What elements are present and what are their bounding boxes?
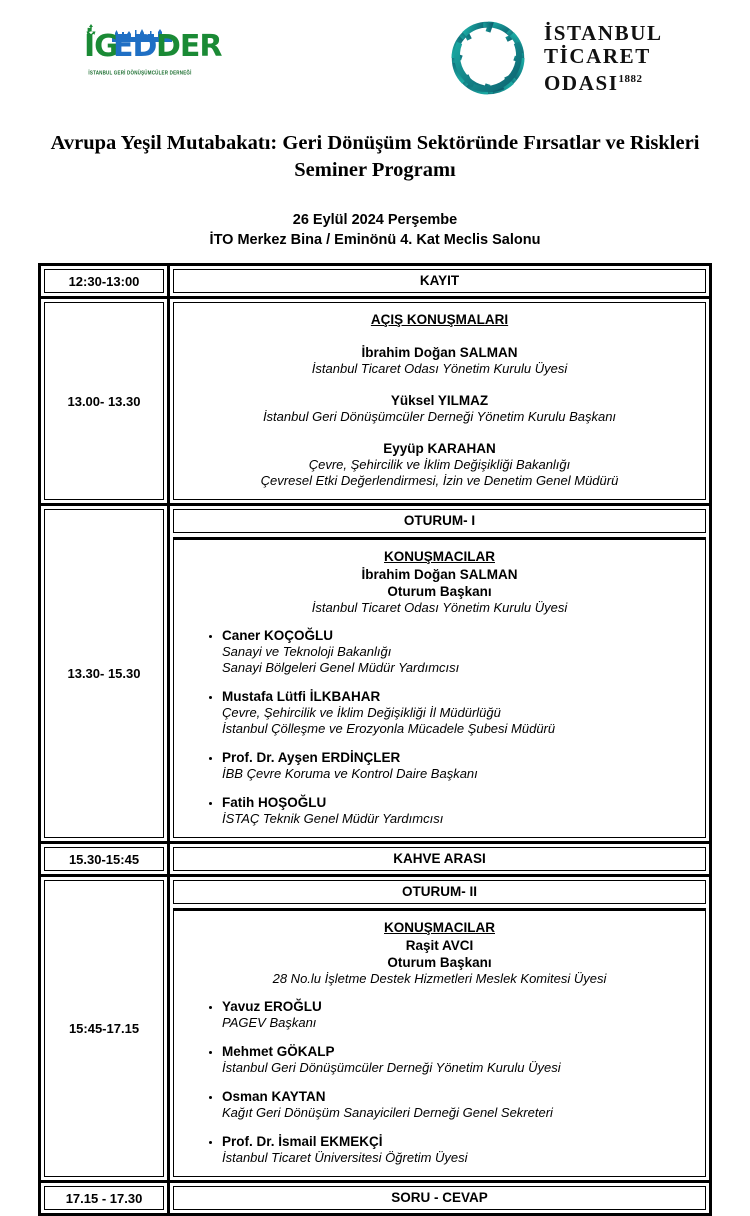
speaker-name: Eyyüp KARAHAN bbox=[383, 441, 496, 456]
speaker-name: • Mustafa Lütfi İLKBAHAR bbox=[222, 689, 381, 704]
speaker-role: Çevre, Şehircilik ve İklim Değişikliği Bakanlığı bbox=[308, 457, 571, 472]
chair-name: Raşit AVCI bbox=[405, 938, 474, 953]
section-title: KONUŞMACILAR bbox=[384, 549, 495, 564]
program-cell bbox=[170, 299, 709, 503]
spacer bbox=[188, 329, 691, 344]
speaker-list bbox=[188, 628, 691, 827]
table-row bbox=[41, 874, 709, 1180]
table-row bbox=[41, 1180, 709, 1213]
igedder-subtitle: İSTANBUL GERİ DÖNÜŞÜMCÜLER DERNEĞİ bbox=[88, 69, 192, 76]
program-cell bbox=[170, 266, 709, 296]
program-table bbox=[38, 263, 712, 1216]
time-value: 15.30-15:45 bbox=[44, 847, 164, 871]
ito-line-3-text: ODASI bbox=[544, 70, 619, 95]
list-item bbox=[222, 689, 691, 737]
speaker-role: İstanbul Geri Dönüşümcüler Derneği Yönetim Kurulu Başkanı bbox=[262, 409, 617, 424]
speaker-role: İstanbul Geri Dönüşümcüler Derneği Yönetim Kurulu Üyesi bbox=[222, 1060, 561, 1075]
session-band: KAHVE ARASI bbox=[173, 847, 706, 871]
time-cell bbox=[41, 266, 170, 296]
speaker-name: • Prof. Dr. İsmail EKMEKÇİ bbox=[222, 1134, 383, 1149]
program-cell bbox=[170, 844, 709, 874]
session-band: KAYIT bbox=[173, 269, 706, 293]
time-cell bbox=[41, 506, 170, 841]
chair-role: 28 No.lu İşletme Destek Hizmetleri Meslek Komitesi Üyesi bbox=[272, 971, 607, 986]
speaker-name: Yüksel YILMAZ bbox=[390, 393, 489, 408]
speaker-name: • Osman KAYTAN bbox=[222, 1089, 326, 1104]
session-band: OTURUM- I bbox=[173, 509, 706, 533]
chair-name: İbrahim Doğan SALMAN bbox=[361, 567, 518, 582]
time-value: 12:30-13:00 bbox=[44, 269, 164, 293]
ito-rosette-icon bbox=[446, 16, 530, 100]
speaker-role: PAGEV Başkanı bbox=[222, 1015, 317, 1030]
page-title: Avrupa Yeşil Mutabakatı: Geri Dönüşüm Sektöründe Fırsatlar ve Riskleri Seminer Programı bbox=[50, 132, 700, 181]
time-value: 15:45-17.15 bbox=[44, 880, 164, 1177]
table-row bbox=[41, 841, 709, 874]
event-meta bbox=[0, 210, 750, 250]
speaker-name: • Fatih HOŞOĞLU bbox=[222, 795, 327, 810]
program-cell bbox=[170, 1183, 709, 1213]
section-title: AÇIŞ KONUŞMALARI bbox=[370, 312, 509, 327]
speaker-role: İBB Çevre Koruma ve Kontrol Daire Başkanı bbox=[222, 766, 478, 781]
time-value: 13.00- 13.30 bbox=[44, 302, 164, 500]
spacer bbox=[188, 425, 691, 440]
session-content bbox=[173, 537, 706, 838]
ito-line-3 bbox=[544, 68, 663, 95]
time-value: 13.30- 15.30 bbox=[44, 509, 164, 838]
list-item bbox=[222, 1134, 691, 1166]
ito-wordmark bbox=[544, 22, 663, 95]
ito-line-1: İSTANBUL bbox=[544, 20, 663, 45]
speaker-role: Sanayi ve Teknoloji Bakanlığı bbox=[222, 644, 392, 659]
time-cell bbox=[41, 299, 170, 503]
event-date: 26 Eylül 2024 Perşembe bbox=[292, 212, 458, 228]
list-item bbox=[222, 750, 691, 782]
time-cell bbox=[41, 1183, 170, 1213]
session-content bbox=[173, 302, 706, 500]
igedder-text-part3: DER bbox=[156, 29, 222, 64]
speaker-role: Sanayi Bölgeleri Genel Müdür Yardımcısı bbox=[222, 660, 460, 675]
ito-logo bbox=[446, 16, 663, 100]
speaker-name: • Mehmet GÖKALP bbox=[222, 1044, 335, 1059]
igedder-text-part2: ED bbox=[113, 29, 157, 64]
speaker-role: İstanbul Ticaret Üniversitesi Öğretim Üyesi bbox=[222, 1150, 468, 1165]
time-value: 17.15 - 17.30 bbox=[44, 1186, 164, 1210]
table-row bbox=[41, 503, 709, 841]
program-cell bbox=[170, 877, 709, 1180]
section-title: KONUŞMACILAR bbox=[384, 920, 495, 935]
list-item bbox=[222, 1089, 691, 1121]
time-cell bbox=[41, 844, 170, 874]
session-band: SORU - CEVAP bbox=[173, 1186, 706, 1210]
ito-line-2: TİCARET bbox=[544, 43, 651, 68]
speaker-role: İstanbul Çölleşme ve Erozyonla Mücadele Şubesi Müdürü bbox=[222, 721, 556, 736]
logo-header bbox=[0, 0, 750, 112]
speaker-name: İbrahim Doğan SALMAN bbox=[361, 345, 518, 360]
chair-title: Oturum Başkanı bbox=[387, 584, 492, 599]
program-cell bbox=[170, 506, 709, 841]
table-row bbox=[41, 296, 709, 503]
time-cell bbox=[41, 877, 170, 1180]
list-item bbox=[222, 795, 691, 827]
speaker-role: Kağıt Geri Dönüşüm Sanayicileri Derneği Genel Sekreteri bbox=[222, 1105, 553, 1120]
speaker-role: Çevresel Etki Değerlendirmesi, İzin ve Denetim Genel Müdürü bbox=[260, 473, 619, 488]
chair-title: Oturum Başkanı bbox=[387, 955, 492, 970]
speaker-role: Çevre, Şehircilik ve İklim Değişikliği İl Müdürlüğü bbox=[222, 705, 501, 720]
list-item bbox=[222, 999, 691, 1031]
event-venue: İTO Merkez Bina / Eminönü 4. Kat Meclis Salonu bbox=[209, 232, 541, 248]
session-content bbox=[173, 908, 706, 1177]
speaker-name: • Yavuz EROĞLU bbox=[222, 999, 322, 1014]
speaker-role: İSTAÇ Teknik Genel Müdür Yardımcısı bbox=[222, 811, 444, 826]
speaker-list bbox=[188, 999, 691, 1166]
speaker-role: İstanbul Ticaret Odası Yönetim Kurulu Üyesi bbox=[311, 361, 568, 376]
speaker-name: • Caner KOÇOĞLU bbox=[222, 628, 334, 643]
speaker-name: • Prof. Dr. Ayşen ERDİNÇLER bbox=[222, 750, 401, 765]
table-row bbox=[41, 266, 709, 296]
list-item bbox=[222, 628, 691, 676]
spacer bbox=[188, 377, 691, 392]
list-item bbox=[222, 1044, 691, 1076]
chair-role: İstanbul Ticaret Odası Yönetim Kurulu Üyesi bbox=[311, 600, 568, 615]
session-band: OTURUM- II bbox=[173, 880, 706, 904]
igedder-wordmark bbox=[84, 26, 222, 76]
igedder-logo bbox=[84, 26, 222, 88]
ito-founding-year: 1882 bbox=[618, 72, 643, 85]
igedder-text-part1: İG bbox=[84, 29, 118, 64]
